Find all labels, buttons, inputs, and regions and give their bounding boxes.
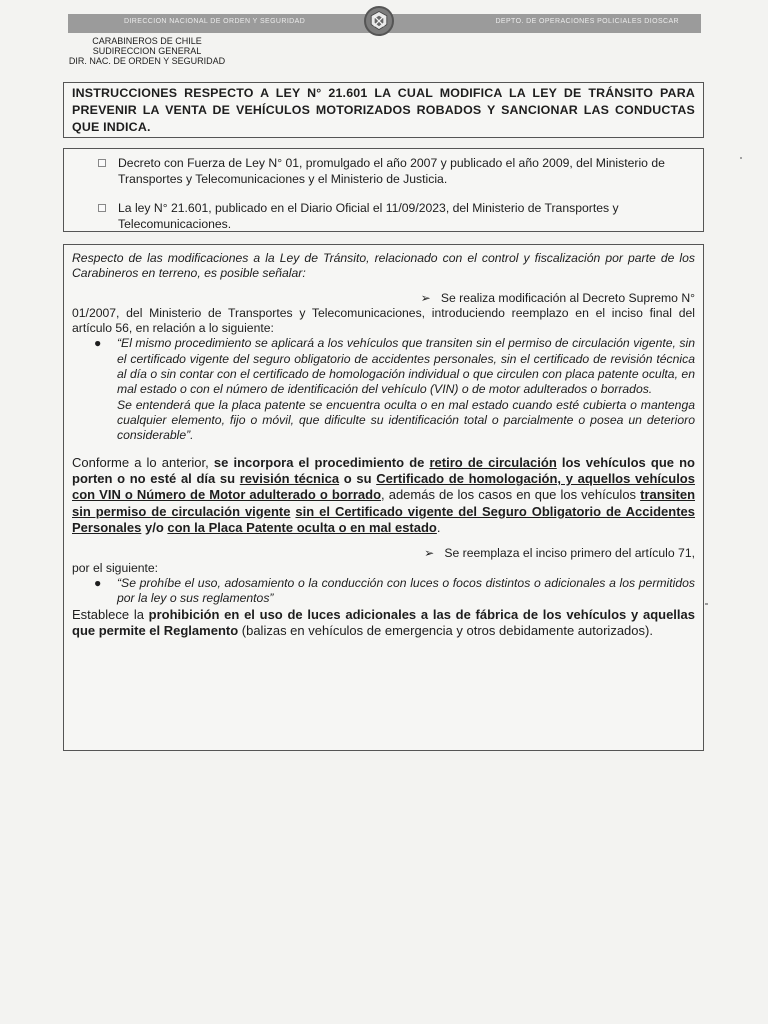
organization-block — [62, 36, 232, 66]
org-line: SUDIRECCION GENERAL — [92, 46, 202, 56]
references-box — [63, 148, 704, 232]
document-title: INSTRUCCIONES RESPECTO A LEY N° 21.601 LA CUAL MODIFICA LA LEY DE TRÁNSITO PARA PREVENIR LA VENTA DE VEHÍCULOS MOTORIZADOS ROBADOS Y SANCIONAR LAS CONDUCTAS QUE INDICA. — [72, 86, 695, 134]
modification-1-text: 01/2007, del Ministerio de Transportes y Telecomunicaciones, introduciendo reemplazo en el inciso final del artículo 56, en relación a lo siguiente: — [72, 305, 695, 336]
reference-item — [74, 155, 695, 187]
title-box — [63, 82, 704, 138]
conf-text: , además de los casos en que los vehículos — [381, 487, 641, 503]
quote-1 — [72, 336, 695, 443]
arrow-bullet-icon: ➢ — [420, 290, 431, 305]
conf-bold-underline: sin el Certificado vigente del Seguro Obligatorio de Accidentes Personales — [72, 503, 695, 536]
main-content-box — [63, 244, 704, 751]
bullet-dot-icon: ● — [94, 576, 102, 591]
quote-2 — [72, 576, 695, 607]
quote-2-text: “Se prohíbe el uso, adosamiento o la conducción con luces o focos distintos o adicionales a los permitidos por la ley o sus reglamentos” — [117, 576, 695, 606]
conf-bold: los vehículos que no porten o no esté al día su — [72, 454, 695, 486]
bullet-dot-icon: ● — [94, 336, 102, 351]
checkbox-icon — [98, 204, 106, 212]
conforme-paragraph — [72, 455, 695, 537]
checkbox-icon — [98, 159, 106, 167]
reference-text: La ley N° 21.601, publicado en el Diario Oficial el 11/09/2023, del Ministerio de Transportes y Telecomunicaciones. — [118, 201, 619, 231]
conf-bold-underline: Certificado de homologación, y aquellos vehículos con VIN o Número de Motor adulterado o borrado — [72, 470, 695, 503]
scan-speck — [705, 603, 708, 605]
conf-bold: y/o — [141, 520, 168, 536]
conf-bold: se incorpora el procedimiento de — [213, 454, 430, 470]
conf-text: Conforme a lo anterior, — [72, 454, 214, 470]
quote-1-paragraph-a: “El mismo procedimiento se aplicará a los vehículos que transiten sin el permiso de circulación vigente, sin el certificado vigente del seguro obligatorio de accidentes personales, sin el certificado de revisión técnica al día o sin contar con el certificado de homologación individual o que circulen con placa patente oculta, en mal estado o con el número de identificación del vehículo (VIN) o de motor adulterados o borrados. — [117, 336, 695, 397]
establece-paragraph — [72, 607, 695, 640]
modification-1-heading — [72, 291, 695, 306]
conf-bold-underline: retiro de circulación — [429, 454, 557, 470]
conf-bold-underline: transiten sin permiso de circulación vigente — [72, 487, 696, 519]
scan-speck — [740, 157, 742, 159]
arrow-bullet-icon: ➢ — [424, 545, 435, 560]
banner-left-text: DIRECCION NACIONAL DE ORDEN Y SEGURIDAD — [124, 18, 306, 25]
conf-text: . — [436, 520, 441, 536]
org-line: DIR. NAC. DE ORDEN Y SEGURIDAD — [68, 56, 226, 66]
org-line: CARABINEROS DE CHILE — [92, 36, 202, 46]
conf-bold: o su — [339, 470, 377, 486]
modification-2-text: por el siguiente: — [72, 560, 159, 575]
conf-bold-underline: con la Placa Patente oculta o en mal estado — [167, 520, 437, 536]
carabineros-seal-icon — [364, 6, 394, 36]
est-bold: prohibición en el uso de luces adicionales a las de fábrica de los vehículos y aquellas que permite el Reglamento — [72, 606, 695, 639]
banner-right-text: DEPTO. DE OPERACIONES POLICIALES DIOSCAR — [495, 18, 679, 25]
modification-2-heading — [72, 546, 695, 561]
intro-paragraph: Respecto de las modificaciones a la Ley de Tránsito, relacionado con el control y fiscalización por parte de los Carabineros en terreno, es posible señalar: — [72, 251, 695, 281]
reference-text: Decreto con Fuerza de Ley N° 01, promulgado el año 2007 y publicado el año 2009, del Ministerio de Transportes y Telecomunicaciones y el Ministerio de Justicia. — [118, 156, 665, 186]
reference-item — [74, 200, 695, 232]
quote-1-paragraph-b: Se entenderá que la placa patente se encuentra oculta o en mal estado cuando esté cubierta o mantenga cualquier elemento, fijo o móvil, que dificulte su identificación total o parcialmente o posea un deterioro considerable”. — [117, 397, 695, 443]
modification-1-first-line: Se realiza modificación al Decreto Supremo N° — [440, 290, 695, 305]
conf-bold-underline: revisión técnica — [239, 470, 340, 486]
modification-2-first-line: Se reemplaza el inciso primero del artículo 71, — [444, 545, 695, 560]
est-text: Establece la — [72, 606, 149, 622]
est-text: (balizas en vehículos de emergencia y otros debidamente autorizados). — [238, 623, 653, 639]
